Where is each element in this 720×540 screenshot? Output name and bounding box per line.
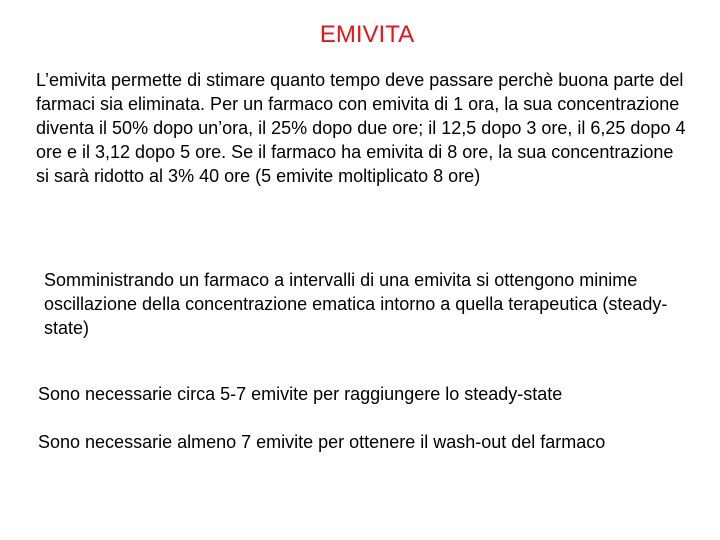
paragraph-wash-out: Sono necessarie almeno 7 emivite per ottenere il wash-out del farmaco	[38, 432, 606, 452]
slide-title: EMIVITA	[319, 21, 415, 48]
paragraph-half-life-definition: L’emivita permette di stimare quanto tempo deve passare perchè buona parte del farmaci sia eliminata. Per un farmaco con emivita di 1 ora, la sua concentrazione diventa il 50% dopo un’ora, il 25% dopo due ore; il 12,5 dopo 3 ore, il 6,25 dopo 4 ore e il 3,12 dopo 5 ore. Se il farmaco ha emivita di 8 ore, la sua concentrazione si sarà ridotto al 3% 40 ore (5 emivite moltiplicato 8 ore)	[36, 70, 686, 186]
paragraph-dosing-interval: Somministrando un farmaco a intervalli di una emivita si ottengono minime oscillazione della concentrazione ematica intorno a quella terapeutica (steady-state)	[44, 270, 668, 338]
paragraph-steady-state: Sono necessarie circa 5-7 emivite per raggiungere lo steady-state	[38, 384, 563, 404]
